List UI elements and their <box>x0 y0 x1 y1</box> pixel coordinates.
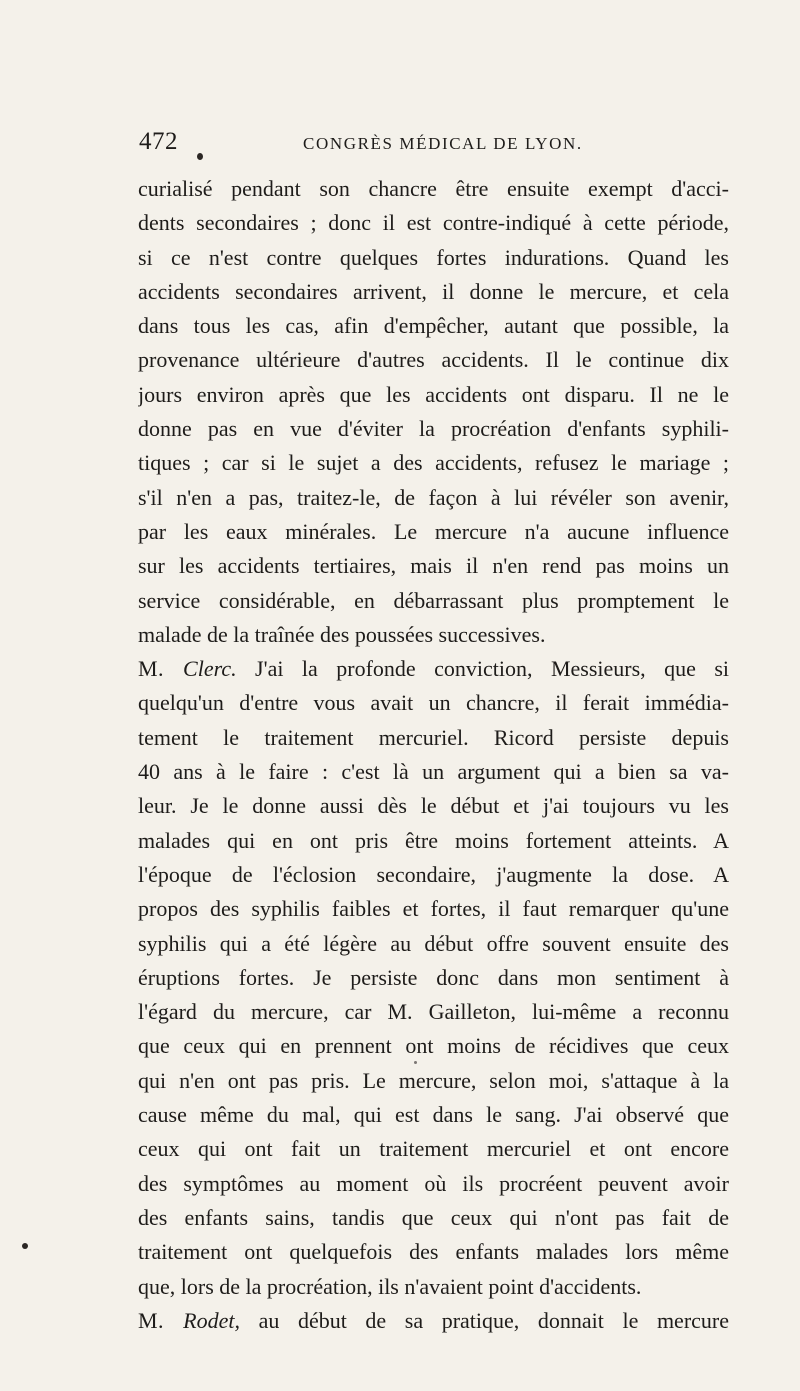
text-line: provenance ultérieure d'autres accidents. Il le continue dix <box>138 347 729 373</box>
text-line: jours environ après que les accidents ont disparu. Il ne le <box>138 381 729 407</box>
ink-speck <box>414 1061 417 1064</box>
text-line: leur. Je le donne aussi dès le début et j'ai toujours vu les <box>138 793 729 819</box>
text-line: qui n'en ont pas pris. Le mercure, selon moi, s'attaque à la <box>138 1067 729 1093</box>
text-line: cause même du mal, qui est dans le sang. J'ai observé que <box>138 1102 729 1128</box>
text-line: dans tous les cas, afin d'empêcher, autant que possible, la <box>138 313 729 339</box>
body-text <box>138 172 729 1338</box>
text-line: des enfants sains, tandis que ceux qui n'ont pas fait de <box>138 1204 729 1230</box>
text-line: si ce n'est contre quelques fortes indurations. Quand les <box>138 244 729 270</box>
running-title: CONGRÈS MÉDICAL DE LYON. <box>303 134 583 153</box>
text-line: traitement ont quelquefois des enfants malades lors même <box>138 1239 729 1265</box>
text-line: 40 ans à le faire : c'est là un argument qui a bien sa va- <box>138 759 729 785</box>
speech-clerc-first-line <box>138 652 729 686</box>
text-line: que ceux qui en prennent ont moins de récidives que ceux <box>138 1033 729 1059</box>
text-line: service considérable, en débarrassant plus promptement le <box>138 587 729 613</box>
ink-speck <box>197 153 203 160</box>
text-line: des symptômes au moment où ils procréent peuvent avoir <box>138 1170 729 1196</box>
text-line: donne pas en vue d'éviter la procréation d'enfants syphili- <box>138 416 729 442</box>
speech-text: J'ai la profonde conviction, Messieurs, que si <box>236 656 729 682</box>
text-line: ceux qui ont fait un traitement mercuriel et ont encore <box>138 1136 729 1162</box>
text-line: dents secondaires ; donc il est contre-indiqué à cette période, <box>138 210 729 236</box>
text-line: quelqu'un d'entre vous avait un chancre, il ferait immédia- <box>138 690 729 716</box>
speaker-title: M. <box>138 1307 184 1333</box>
page-number: 472 <box>139 128 178 155</box>
text-line: malade de la traînée des poussées successives. <box>138 621 546 647</box>
speech-text: au début de sa pratique, donnait le mercure <box>240 1307 729 1333</box>
running-head <box>139 128 739 160</box>
text-line: accidents secondaires arrivent, il donne le mercure, et cela <box>138 278 729 304</box>
text-line: malades qui en ont pris être moins fortement atteints. A <box>138 827 729 853</box>
text-line: tement le traitement mercuriel. Ricord persiste depuis <box>138 724 729 750</box>
text-line: par les eaux minérales. Le mercure n'a aucune influence <box>138 518 729 544</box>
speaker-title: M. <box>138 656 184 682</box>
text-line: l'égard du mercure, car M. Gailleton, lui-même a reconnu <box>138 999 729 1025</box>
text-line: curialisé pendant son chancre être ensuite exempt d'acci- <box>138 176 729 201</box>
text-line: sur les accidents tertiaires, mais il n'en rend pas moins un <box>138 553 729 579</box>
text-line: éruptions fortes. Je persiste donc dans mon sentiment à <box>138 964 729 990</box>
text-line: tiques ; car si le sujet a des accidents, refusez le mariage ; <box>138 450 729 476</box>
text-line: propos des syphilis faibles et fortes, il faut remarquer qu'une <box>138 896 729 922</box>
speech-rodet-first-line <box>138 1304 729 1338</box>
speaker-name-clerc: Clerc. <box>183 656 237 682</box>
ink-speck <box>22 1243 28 1249</box>
text-line: syphilis qui a été légère au début offre souvent ensuite des <box>138 930 729 956</box>
text-line: que, lors de la procréation, ils n'avaient point d'accidents. <box>138 1273 642 1299</box>
speaker-name-rodet: Rodet, <box>183 1307 240 1333</box>
text-line: l'époque de l'éclosion secondaire, j'augmente la dose. A <box>138 861 729 887</box>
text-line: s'il n'en a pas, traitez-le, de façon à lui révéler son avenir, <box>138 484 729 510</box>
